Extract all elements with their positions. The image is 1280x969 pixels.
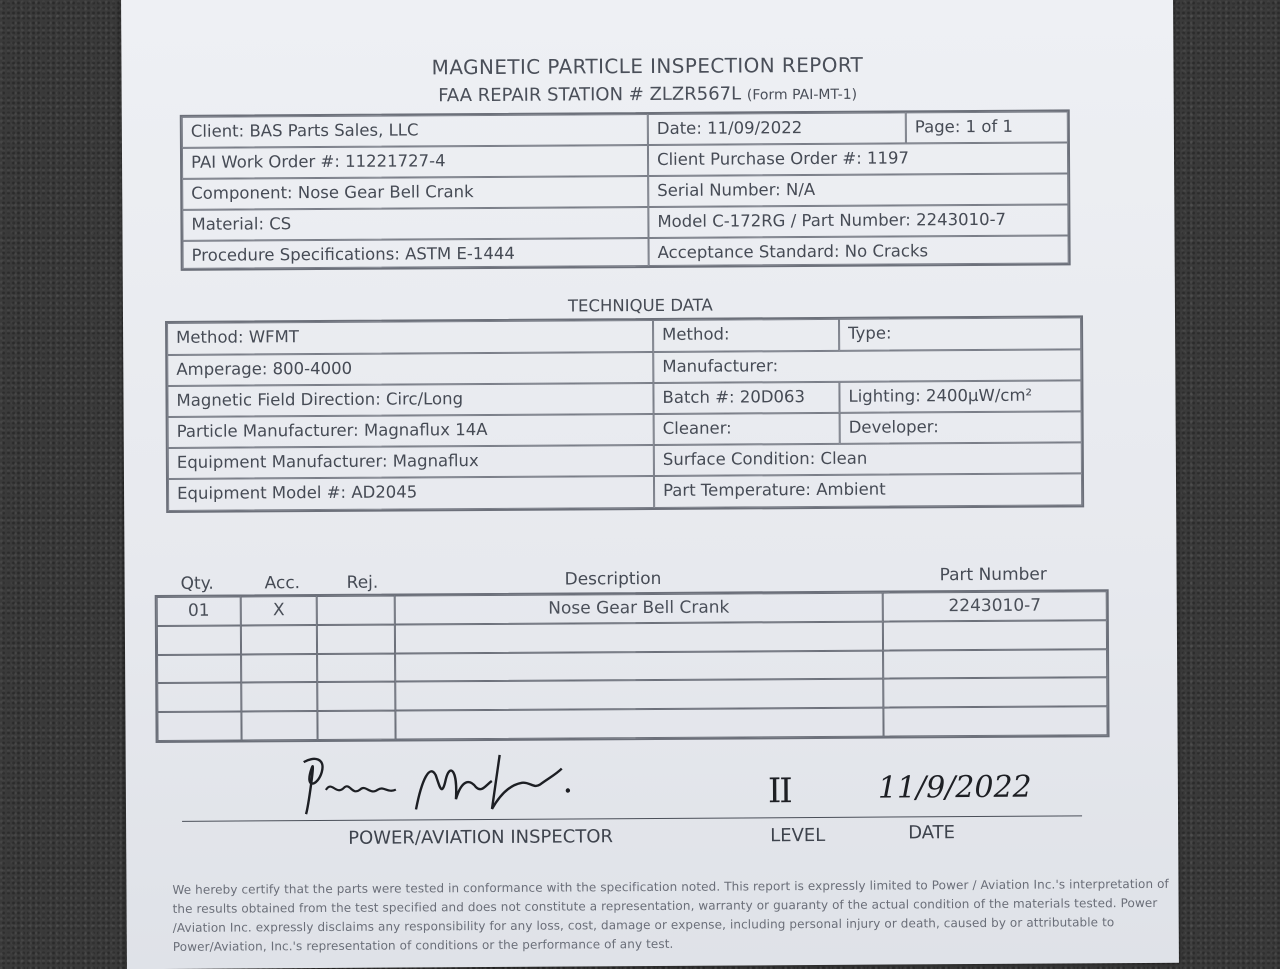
method-right-cell: Method: (653, 319, 839, 352)
inspector-signature (286, 748, 616, 820)
parts-cell-part-number (883, 706, 1107, 736)
col-rej-header: Rej. (346, 572, 379, 593)
parts-cell-description (395, 708, 883, 740)
client-cell: Client: BAS Parts Sales, LLC (182, 114, 648, 148)
parts-cell-rej (317, 682, 395, 711)
parts-cell-description: Nose Gear Bell Crank (395, 593, 883, 625)
parts-cell-description (395, 679, 883, 711)
date-label: DATE (908, 822, 956, 844)
equipment-model-cell: Equipment Model #: AD2045 (168, 476, 654, 511)
model-part-cell: Model C-172RG / Part Number: 2243010-7 (648, 204, 1068, 238)
date-value: 11/9/2022 (877, 769, 1032, 806)
client-po-cell: Client Purchase Order #: 1197 (648, 142, 1068, 176)
parts-cell-acc: X (241, 596, 317, 625)
cleaner-cell: Cleaner: (654, 413, 840, 445)
parts-cell-rej (317, 711, 395, 740)
batch-cell: Batch #: 20D063 (653, 382, 839, 414)
parts-cell-acc (241, 711, 317, 740)
parts-table (155, 589, 1110, 743)
particle-manufacturer-cell: Particle Manufacturer: Magnaflux 14A (168, 414, 654, 448)
equipment-manufacturer-cell: Equipment Manufacturer: Magnaflux (168, 445, 654, 479)
parts-cell-acc (241, 625, 317, 654)
parts-cell-acc (241, 682, 317, 711)
procedure-cell: Procedure Specifications: ASTM E-1444 (183, 238, 649, 269)
parts-cell-rej (317, 624, 395, 653)
parts-cell-qty: 01 (157, 597, 241, 626)
level-value: II (767, 771, 791, 812)
parts-cell-description (395, 621, 883, 653)
lighting-cell: Lighting: 2400µW/cm² (839, 380, 1081, 412)
certification-disclaimer: We hereby certify that the parts were tested in conformance with the specification noted. This report is expressly limited to Power / Aviation Inc.'s interpretation of the results obtained from the test specified and does not constitute a representation, warranty or guaranty of the actual condition of the materials tested. Power /Aviation Inc. expressly disclaims any responsibility for any loss, cost, damage or expense, including personal injury or death, caused by or attributable to Power/Aviation, Inc.'s representation of conditions or the performance of any test. (172, 876, 1169, 954)
parts-cell-qty (157, 712, 241, 741)
parts-cell-qty (157, 625, 241, 654)
col-description-header: Description (564, 568, 662, 590)
acceptance-cell: Acceptance Standard: No Cracks (649, 235, 1069, 266)
report-title: MAGNETIC PARTICLE INSPECTION REPORT (431, 52, 864, 80)
manufacturer-cell: Manufacturer: (653, 349, 1081, 383)
parts-cell-qty (157, 654, 241, 683)
parts-cell-part-number (883, 620, 1107, 650)
parts-cell-acc (241, 654, 317, 683)
technique-data-title: TECHNIQUE DATA (567, 295, 713, 316)
inspector-label: POWER/AVIATION INSPECTOR (348, 826, 614, 849)
developer-cell: Developer: (840, 411, 1082, 443)
parts-cell-description (395, 650, 883, 682)
report-subtitle (122, 81, 1174, 108)
material-cell: Material: CS (182, 207, 648, 241)
field-direction-cell: Magnetic Field Direction: Circ/Long (167, 383, 653, 417)
parts-cell-part-number (883, 649, 1107, 679)
level-label: LEVEL (770, 824, 826, 847)
component-cell: Component: Nose Gear Bell Crank (182, 176, 648, 210)
form-number: (Form PAI-MT-1) (746, 86, 858, 104)
technique-data-table (165, 315, 1084, 513)
date-cell: Date: 11/09/2022 (648, 112, 906, 145)
parts-cell-rej (317, 653, 395, 682)
parts-cell-rej (317, 596, 395, 625)
method-left-cell: Method: WFMT (167, 320, 653, 355)
work-order-cell: PAI Work Order #: 11221727-4 (182, 145, 648, 179)
inspection-report-page (121, 0, 1179, 969)
amperage-cell: Amperage: 800-4000 (167, 352, 653, 386)
col-qty-header: Qty. (180, 573, 214, 594)
page-cell: Page: 1 of 1 (906, 111, 1068, 143)
parts-cell-part-number (883, 678, 1107, 708)
header-info-table (180, 109, 1071, 270)
repair-station-number: FAA REPAIR STATION # ZLZR567L (438, 83, 742, 107)
serial-number-cell: Serial Number: N/A (648, 173, 1068, 207)
type-cell: Type: (839, 317, 1081, 350)
surface-condition-cell: Surface Condition: Clean (654, 442, 1082, 476)
col-part-number-header: Part Number (939, 564, 1047, 586)
parts-cell-part-number: 2243010-7 (883, 591, 1107, 621)
parts-cell-qty (157, 683, 241, 712)
part-temperature-cell: Part Temperature: Ambient (654, 473, 1082, 508)
col-acc-header: Acc. (264, 573, 301, 594)
